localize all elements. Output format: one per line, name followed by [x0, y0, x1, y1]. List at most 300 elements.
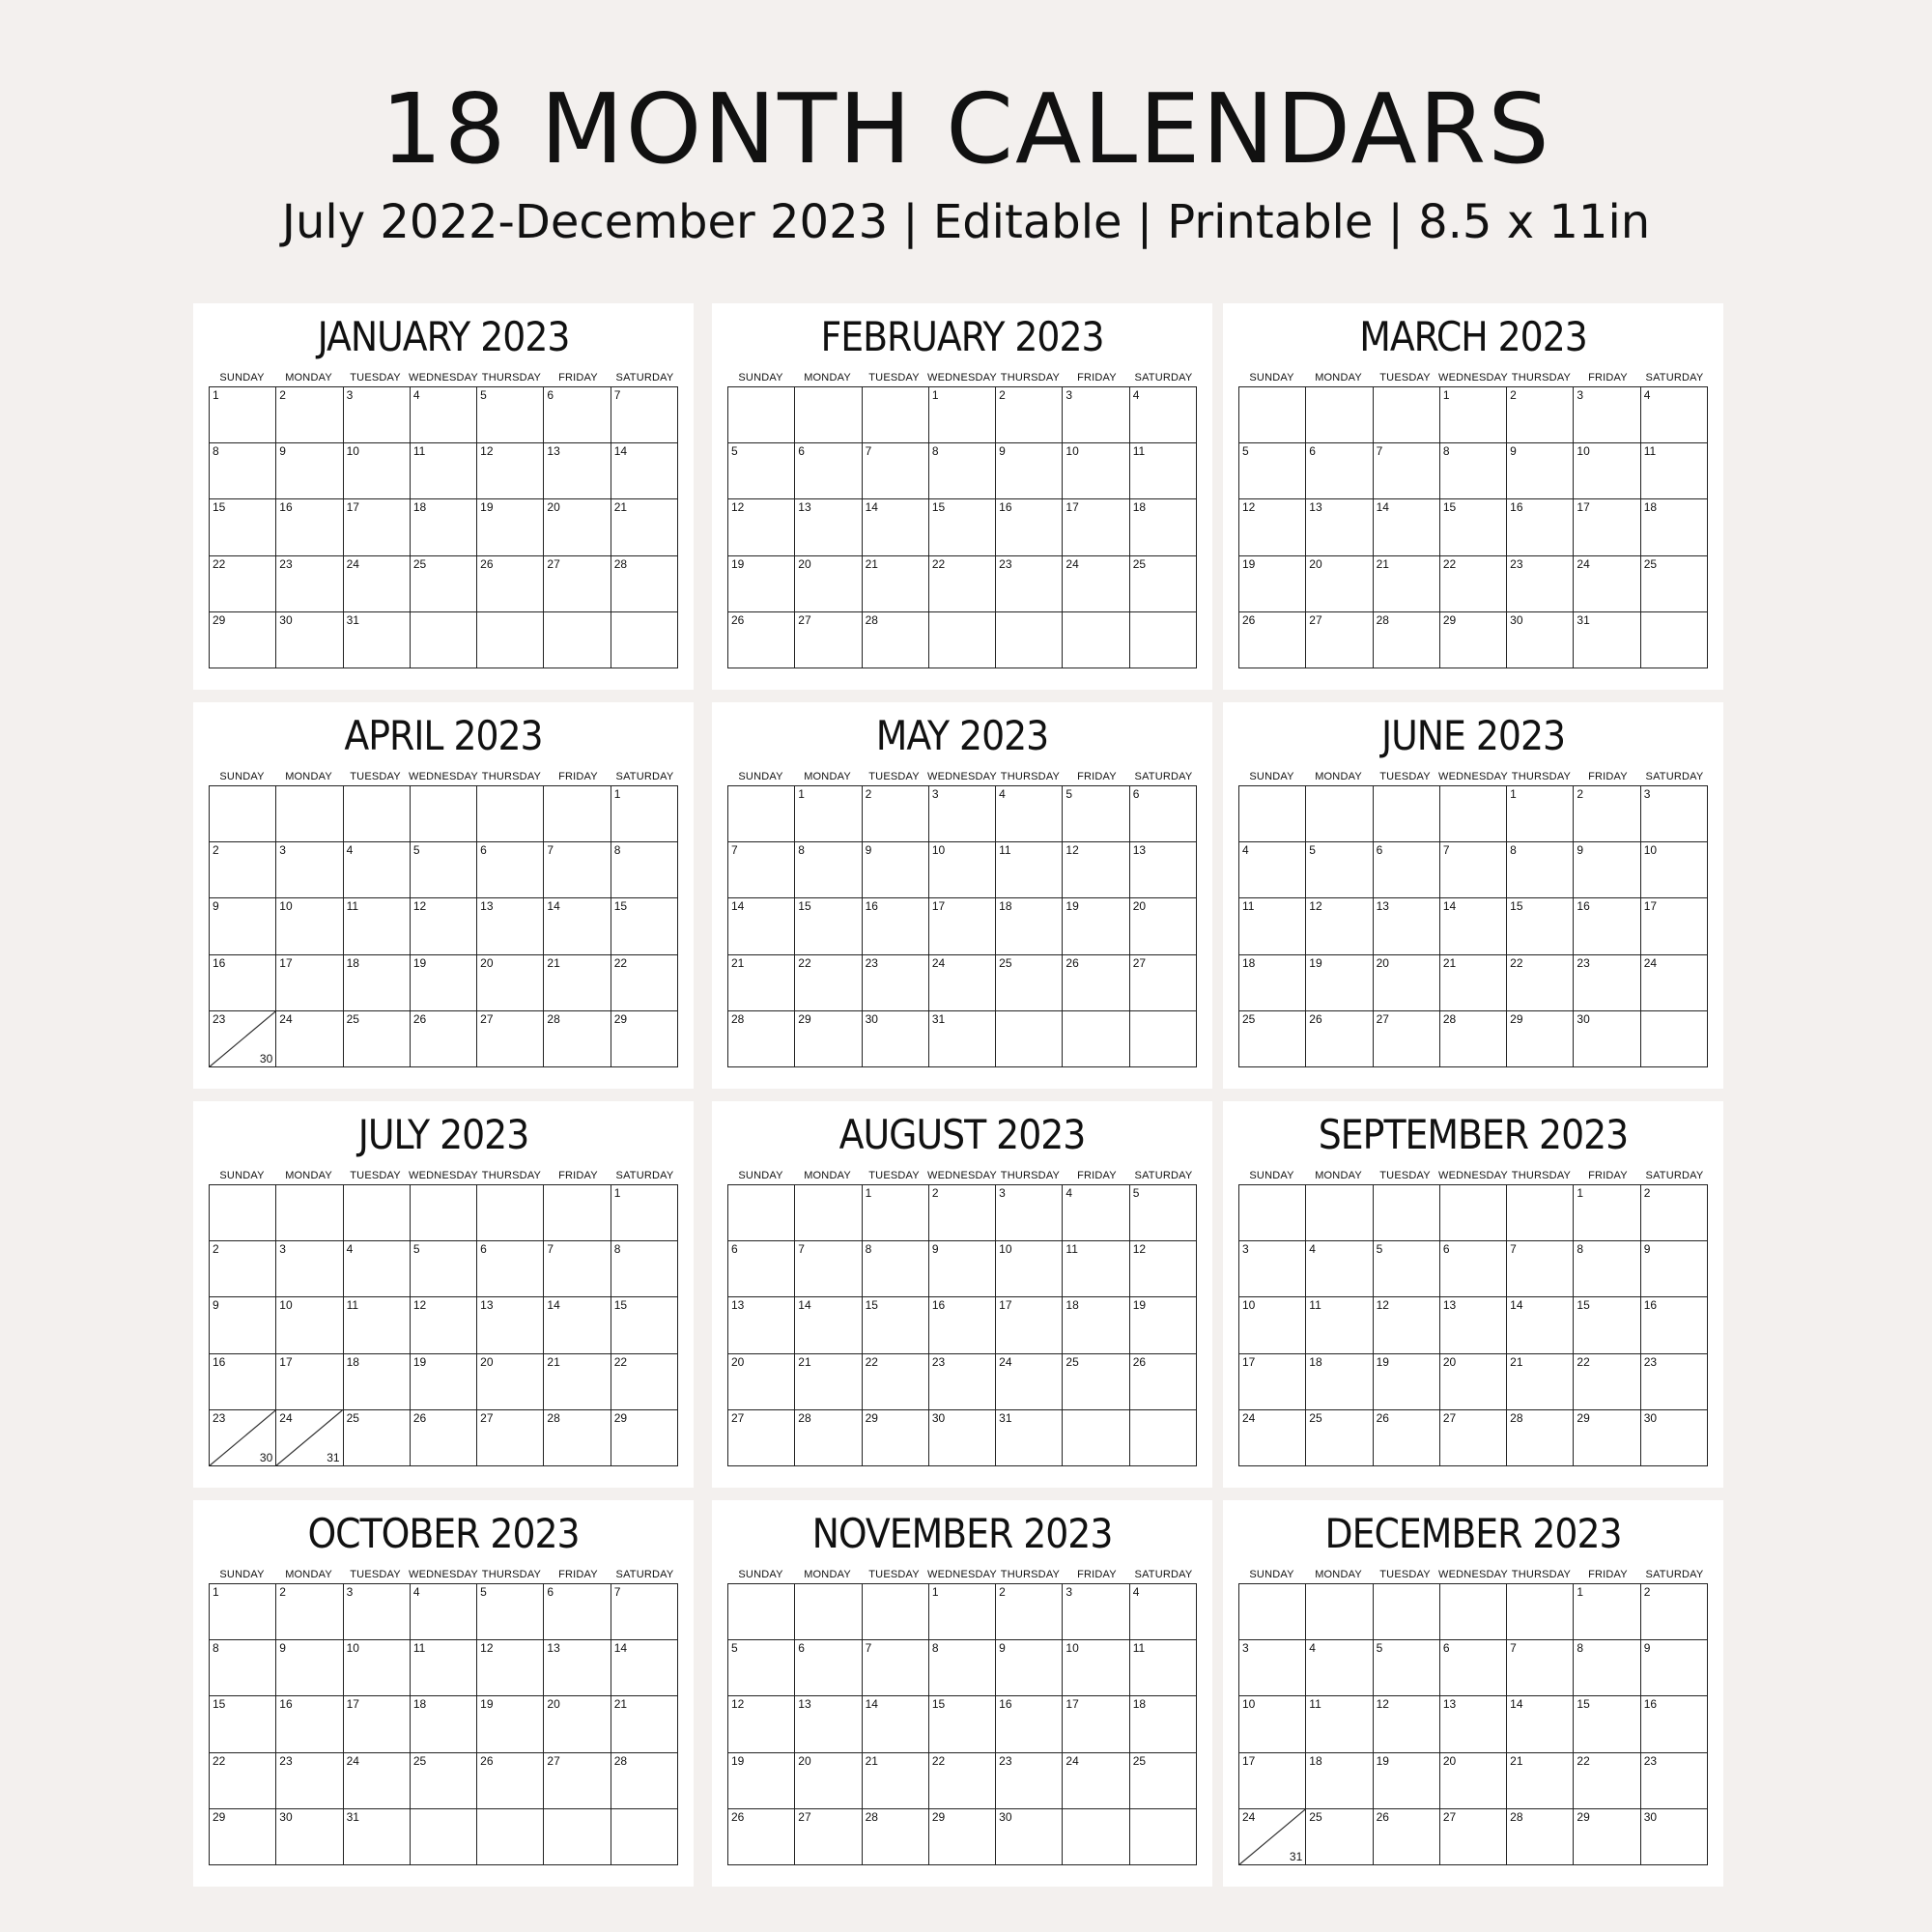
day-cell[interactable]: [1239, 612, 1306, 668]
day-cell[interactable]: [544, 955, 611, 1011]
day-cell[interactable]: [544, 842, 611, 898]
day-cell[interactable]: [1641, 1809, 1708, 1865]
day-cell[interactable]: [929, 612, 996, 668]
day-cell[interactable]: [1239, 1185, 1306, 1241]
day-cell[interactable]: [344, 898, 411, 954]
day-cell[interactable]: [1574, 1809, 1640, 1865]
day-cell[interactable]: [929, 1185, 996, 1241]
day-cell[interactable]: [411, 556, 477, 612]
day-cell[interactable]: [344, 1696, 411, 1752]
day-cell[interactable]: [1130, 1241, 1197, 1297]
day-cell[interactable]: [795, 443, 862, 499]
day-cell[interactable]: [1574, 1640, 1640, 1696]
day-cell[interactable]: [1130, 499, 1197, 555]
day-cell[interactable]: [477, 1241, 544, 1297]
day-cell[interactable]: [276, 556, 343, 612]
day-cell[interactable]: [795, 556, 862, 612]
day-cell[interactable]: [611, 1297, 678, 1353]
day-cell[interactable]: [1507, 898, 1574, 954]
day-cell[interactable]: [1239, 842, 1306, 898]
day-cell[interactable]: [1440, 955, 1507, 1011]
day-cell[interactable]: [477, 443, 544, 499]
day-cell[interactable]: [344, 1753, 411, 1809]
day-cell[interactable]: [1374, 898, 1440, 954]
day-cell[interactable]: [728, 1584, 795, 1640]
day-cell[interactable]: [477, 1354, 544, 1410]
day-cell[interactable]: [1507, 387, 1574, 443]
day-cell[interactable]: [210, 786, 276, 842]
day-cell[interactable]: [1063, 1011, 1129, 1067]
day-cell[interactable]: [1507, 1696, 1574, 1752]
day-cell[interactable]: [276, 786, 343, 842]
day-cell[interactable]: [929, 1584, 996, 1640]
day-cell[interactable]: [1239, 1809, 1306, 1865]
day-cell[interactable]: [1641, 1297, 1708, 1353]
day-cell[interactable]: [1063, 898, 1129, 954]
day-cell[interactable]: [1063, 1640, 1129, 1696]
day-cell[interactable]: [210, 387, 276, 443]
day-cell[interactable]: [1130, 1410, 1197, 1466]
day-cell[interactable]: [411, 1410, 477, 1466]
day-cell[interactable]: [1641, 1410, 1708, 1466]
day-cell[interactable]: [1641, 786, 1708, 842]
day-cell[interactable]: [795, 1011, 862, 1067]
day-cell[interactable]: [728, 1011, 795, 1067]
day-cell[interactable]: [1130, 1185, 1197, 1241]
day-cell[interactable]: [929, 499, 996, 555]
day-cell[interactable]: [477, 955, 544, 1011]
day-cell[interactable]: [1574, 1410, 1640, 1466]
day-cell[interactable]: [344, 1241, 411, 1297]
day-cell[interactable]: [728, 1753, 795, 1809]
day-cell[interactable]: [1063, 1354, 1129, 1410]
day-cell[interactable]: [411, 443, 477, 499]
day-cell[interactable]: [544, 1297, 611, 1353]
day-cell[interactable]: [996, 1696, 1063, 1752]
day-cell[interactable]: [1440, 1640, 1507, 1696]
day-cell[interactable]: [795, 1297, 862, 1353]
day-cell[interactable]: [1239, 556, 1306, 612]
day-cell[interactable]: [1130, 1584, 1197, 1640]
day-cell[interactable]: [1063, 1410, 1129, 1466]
day-cell[interactable]: [1440, 1753, 1507, 1809]
day-cell[interactable]: [728, 443, 795, 499]
day-cell[interactable]: [276, 1011, 343, 1067]
day-cell[interactable]: [795, 842, 862, 898]
day-cell[interactable]: [728, 612, 795, 668]
day-cell[interactable]: [344, 499, 411, 555]
day-cell[interactable]: [1641, 1753, 1708, 1809]
day-cell[interactable]: [1063, 499, 1129, 555]
day-cell[interactable]: [1641, 1696, 1708, 1752]
day-cell[interactable]: [1063, 1185, 1129, 1241]
day-cell[interactable]: [1306, 842, 1373, 898]
day-cell[interactable]: [795, 955, 862, 1011]
day-cell[interactable]: [1440, 443, 1507, 499]
day-cell[interactable]: [1374, 1297, 1440, 1353]
day-cell[interactable]: [611, 842, 678, 898]
day-cell[interactable]: [344, 842, 411, 898]
day-cell[interactable]: [344, 1297, 411, 1353]
day-cell[interactable]: [210, 499, 276, 555]
day-cell[interactable]: [1239, 443, 1306, 499]
day-cell[interactable]: [1374, 1185, 1440, 1241]
day-cell[interactable]: [611, 1809, 678, 1865]
day-cell[interactable]: [795, 499, 862, 555]
day-cell[interactable]: [1374, 1753, 1440, 1809]
day-cell[interactable]: [863, 955, 929, 1011]
day-cell[interactable]: [210, 1241, 276, 1297]
day-cell[interactable]: [996, 898, 1063, 954]
day-cell[interactable]: [929, 1297, 996, 1353]
day-cell[interactable]: [544, 1640, 611, 1696]
day-cell[interactable]: [1306, 443, 1373, 499]
day-cell[interactable]: [1574, 786, 1640, 842]
day-cell[interactable]: [863, 1753, 929, 1809]
day-cell[interactable]: [276, 1241, 343, 1297]
day-cell[interactable]: [863, 1011, 929, 1067]
day-cell[interactable]: [1239, 1354, 1306, 1410]
day-cell[interactable]: [1063, 1241, 1129, 1297]
day-cell[interactable]: [1641, 556, 1708, 612]
day-cell[interactable]: [728, 786, 795, 842]
day-cell[interactable]: [611, 1410, 678, 1466]
day-cell[interactable]: [929, 1241, 996, 1297]
day-cell[interactable]: [611, 1584, 678, 1640]
day-cell[interactable]: [411, 1640, 477, 1696]
day-cell[interactable]: [863, 786, 929, 842]
day-cell[interactable]: [929, 1410, 996, 1466]
day-cell[interactable]: [1063, 1584, 1129, 1640]
day-cell[interactable]: [1374, 1354, 1440, 1410]
day-cell[interactable]: [210, 1584, 276, 1640]
day-cell[interactable]: [1306, 1584, 1373, 1640]
day-cell[interactable]: [210, 1410, 276, 1466]
day-cell[interactable]: [276, 387, 343, 443]
day-cell[interactable]: [929, 898, 996, 954]
day-cell[interactable]: [276, 1297, 343, 1353]
day-cell[interactable]: [210, 612, 276, 668]
day-cell[interactable]: [795, 1696, 862, 1752]
day-cell[interactable]: [544, 1354, 611, 1410]
day-cell[interactable]: [1239, 898, 1306, 954]
day-cell[interactable]: [1063, 1696, 1129, 1752]
day-cell[interactable]: [1574, 499, 1640, 555]
day-cell[interactable]: [611, 1011, 678, 1067]
day-cell[interactable]: [1130, 1297, 1197, 1353]
day-cell[interactable]: [276, 898, 343, 954]
day-cell[interactable]: [1306, 786, 1373, 842]
day-cell[interactable]: [210, 1696, 276, 1752]
day-cell[interactable]: [1574, 1297, 1640, 1353]
day-cell[interactable]: [1507, 1410, 1574, 1466]
day-cell[interactable]: [411, 1297, 477, 1353]
day-cell[interactable]: [1130, 898, 1197, 954]
day-cell[interactable]: [929, 786, 996, 842]
day-cell[interactable]: [728, 1241, 795, 1297]
day-cell[interactable]: [544, 1410, 611, 1466]
day-cell[interactable]: [929, 1354, 996, 1410]
day-cell[interactable]: [276, 1809, 343, 1865]
day-cell[interactable]: [1507, 1809, 1574, 1865]
day-cell[interactable]: [795, 1185, 862, 1241]
day-cell[interactable]: [1574, 1696, 1640, 1752]
day-cell[interactable]: [929, 1753, 996, 1809]
day-cell[interactable]: [863, 1584, 929, 1640]
day-cell[interactable]: [1641, 1640, 1708, 1696]
day-cell[interactable]: [477, 1011, 544, 1067]
day-cell[interactable]: [344, 612, 411, 668]
day-cell[interactable]: [1374, 1584, 1440, 1640]
day-cell[interactable]: [795, 898, 862, 954]
day-cell[interactable]: [1374, 499, 1440, 555]
day-cell[interactable]: [1440, 556, 1507, 612]
day-cell[interactable]: [1130, 1696, 1197, 1752]
day-cell[interactable]: [411, 1584, 477, 1640]
day-cell[interactable]: [929, 1696, 996, 1752]
day-cell[interactable]: [728, 1696, 795, 1752]
day-cell[interactable]: [477, 1809, 544, 1865]
day-cell[interactable]: [210, 1297, 276, 1353]
day-cell[interactable]: [276, 1696, 343, 1752]
day-cell[interactable]: [477, 1753, 544, 1809]
day-cell[interactable]: [276, 1354, 343, 1410]
day-cell[interactable]: [1306, 898, 1373, 954]
day-cell[interactable]: [210, 898, 276, 954]
day-cell[interactable]: [1440, 898, 1507, 954]
day-cell[interactable]: [611, 1640, 678, 1696]
day-cell[interactable]: [477, 1584, 544, 1640]
day-cell[interactable]: [477, 556, 544, 612]
day-cell[interactable]: [1063, 955, 1129, 1011]
day-cell[interactable]: [1130, 786, 1197, 842]
day-cell[interactable]: [996, 1584, 1063, 1640]
day-cell[interactable]: [344, 1584, 411, 1640]
day-cell[interactable]: [344, 1410, 411, 1466]
day-cell[interactable]: [210, 1354, 276, 1410]
day-cell[interactable]: [1641, 1011, 1708, 1067]
day-cell[interactable]: [1440, 1696, 1507, 1752]
day-cell[interactable]: [544, 443, 611, 499]
day-cell[interactable]: [1306, 1241, 1373, 1297]
day-cell[interactable]: [1130, 1809, 1197, 1865]
day-cell[interactable]: [1440, 1584, 1507, 1640]
day-cell[interactable]: [411, 1354, 477, 1410]
day-cell[interactable]: [477, 1297, 544, 1353]
day-cell[interactable]: [276, 499, 343, 555]
day-cell[interactable]: [1440, 1241, 1507, 1297]
day-cell[interactable]: [1440, 786, 1507, 842]
day-cell[interactable]: [1063, 786, 1129, 842]
day-cell[interactable]: [1507, 556, 1574, 612]
day-cell[interactable]: [1574, 955, 1640, 1011]
day-cell[interactable]: [996, 556, 1063, 612]
day-cell[interactable]: [1440, 1011, 1507, 1067]
day-cell[interactable]: [411, 387, 477, 443]
day-cell[interactable]: [1239, 1241, 1306, 1297]
day-cell[interactable]: [863, 1410, 929, 1466]
day-cell[interactable]: [996, 1185, 1063, 1241]
day-cell[interactable]: [1507, 612, 1574, 668]
day-cell[interactable]: [1130, 955, 1197, 1011]
day-cell[interactable]: [1440, 499, 1507, 555]
day-cell[interactable]: [1374, 1809, 1440, 1865]
day-cell[interactable]: [1641, 842, 1708, 898]
day-cell[interactable]: [728, 1354, 795, 1410]
day-cell[interactable]: [1574, 1584, 1640, 1640]
day-cell[interactable]: [411, 499, 477, 555]
day-cell[interactable]: [1306, 1753, 1373, 1809]
day-cell[interactable]: [996, 1241, 1063, 1297]
day-cell[interactable]: [611, 1354, 678, 1410]
day-cell[interactable]: [1306, 1354, 1373, 1410]
day-cell[interactable]: [1063, 1753, 1129, 1809]
day-cell[interactable]: [1374, 1011, 1440, 1067]
day-cell[interactable]: [1507, 1297, 1574, 1353]
day-cell[interactable]: [728, 387, 795, 443]
day-cell[interactable]: [863, 842, 929, 898]
day-cell[interactable]: [1507, 1584, 1574, 1640]
day-cell[interactable]: [210, 1753, 276, 1809]
day-cell[interactable]: [411, 786, 477, 842]
day-cell[interactable]: [795, 1753, 862, 1809]
day-cell[interactable]: [728, 556, 795, 612]
day-cell[interactable]: [929, 556, 996, 612]
day-cell[interactable]: [1063, 556, 1129, 612]
day-cell[interactable]: [1507, 1185, 1574, 1241]
day-cell[interactable]: [544, 898, 611, 954]
day-cell[interactable]: [544, 499, 611, 555]
day-cell[interactable]: [1374, 1410, 1440, 1466]
day-cell[interactable]: [1374, 1640, 1440, 1696]
day-cell[interactable]: [929, 1640, 996, 1696]
day-cell[interactable]: [795, 387, 862, 443]
day-cell[interactable]: [544, 387, 611, 443]
day-cell[interactable]: [611, 556, 678, 612]
day-cell[interactable]: [863, 898, 929, 954]
day-cell[interactable]: [1130, 387, 1197, 443]
day-cell[interactable]: [728, 1185, 795, 1241]
day-cell[interactable]: [1306, 499, 1373, 555]
day-cell[interactable]: [544, 1809, 611, 1865]
day-cell[interactable]: [1239, 1011, 1306, 1067]
day-cell[interactable]: [1641, 1584, 1708, 1640]
day-cell[interactable]: [210, 1185, 276, 1241]
day-cell[interactable]: [929, 842, 996, 898]
day-cell[interactable]: [477, 898, 544, 954]
day-cell[interactable]: [1063, 387, 1129, 443]
day-cell[interactable]: [477, 387, 544, 443]
day-cell[interactable]: [1130, 1753, 1197, 1809]
day-cell[interactable]: [276, 612, 343, 668]
day-cell[interactable]: [477, 1410, 544, 1466]
day-cell[interactable]: [863, 1354, 929, 1410]
day-cell[interactable]: [1306, 955, 1373, 1011]
day-cell[interactable]: [210, 842, 276, 898]
day-cell[interactable]: [795, 612, 862, 668]
day-cell[interactable]: [344, 1640, 411, 1696]
day-cell[interactable]: [1374, 443, 1440, 499]
day-cell[interactable]: [1239, 1696, 1306, 1752]
day-cell[interactable]: [1574, 387, 1640, 443]
day-cell[interactable]: [1641, 898, 1708, 954]
day-cell[interactable]: [611, 786, 678, 842]
day-cell[interactable]: [477, 612, 544, 668]
day-cell[interactable]: [411, 1185, 477, 1241]
day-cell[interactable]: [728, 499, 795, 555]
day-cell[interactable]: [1374, 786, 1440, 842]
day-cell[interactable]: [544, 1696, 611, 1752]
day-cell[interactable]: [611, 955, 678, 1011]
day-cell[interactable]: [795, 1640, 862, 1696]
day-cell[interactable]: [210, 1011, 276, 1067]
day-cell[interactable]: [1574, 1354, 1640, 1410]
day-cell[interactable]: [210, 556, 276, 612]
day-cell[interactable]: [1641, 1241, 1708, 1297]
day-cell[interactable]: [863, 387, 929, 443]
day-cell[interactable]: [611, 612, 678, 668]
day-cell[interactable]: [1507, 1640, 1574, 1696]
day-cell[interactable]: [411, 1696, 477, 1752]
day-cell[interactable]: [1374, 1241, 1440, 1297]
day-cell[interactable]: [1440, 1410, 1507, 1466]
day-cell[interactable]: [1574, 443, 1640, 499]
day-cell[interactable]: [1641, 955, 1708, 1011]
day-cell[interactable]: [411, 898, 477, 954]
day-cell[interactable]: [611, 1696, 678, 1752]
day-cell[interactable]: [929, 955, 996, 1011]
day-cell[interactable]: [1306, 1297, 1373, 1353]
day-cell[interactable]: [996, 786, 1063, 842]
day-cell[interactable]: [863, 1297, 929, 1353]
day-cell[interactable]: [728, 1410, 795, 1466]
day-cell[interactable]: [1641, 443, 1708, 499]
day-cell[interactable]: [411, 1809, 477, 1865]
day-cell[interactable]: [544, 1185, 611, 1241]
day-cell[interactable]: [276, 1753, 343, 1809]
day-cell[interactable]: [996, 1640, 1063, 1696]
day-cell[interactable]: [728, 898, 795, 954]
day-cell[interactable]: [411, 612, 477, 668]
day-cell[interactable]: [728, 955, 795, 1011]
day-cell[interactable]: [611, 499, 678, 555]
day-cell[interactable]: [477, 1640, 544, 1696]
day-cell[interactable]: [1130, 1640, 1197, 1696]
day-cell[interactable]: [863, 1241, 929, 1297]
day-cell[interactable]: [611, 1753, 678, 1809]
day-cell[interactable]: [344, 786, 411, 842]
day-cell[interactable]: [929, 1011, 996, 1067]
day-cell[interactable]: [1507, 1241, 1574, 1297]
day-cell[interactable]: [1239, 1640, 1306, 1696]
day-cell[interactable]: [996, 1297, 1063, 1353]
day-cell[interactable]: [1507, 443, 1574, 499]
day-cell[interactable]: [1130, 612, 1197, 668]
day-cell[interactable]: [795, 1354, 862, 1410]
day-cell[interactable]: [1374, 1696, 1440, 1752]
day-cell[interactable]: [1306, 1809, 1373, 1865]
day-cell[interactable]: [1306, 556, 1373, 612]
day-cell[interactable]: [1440, 1809, 1507, 1865]
day-cell[interactable]: [863, 556, 929, 612]
day-cell[interactable]: [1306, 1410, 1373, 1466]
day-cell[interactable]: [795, 1584, 862, 1640]
day-cell[interactable]: [1507, 1354, 1574, 1410]
day-cell[interactable]: [1574, 1241, 1640, 1297]
day-cell[interactable]: [1063, 612, 1129, 668]
day-cell[interactable]: [1063, 1297, 1129, 1353]
day-cell[interactable]: [863, 443, 929, 499]
